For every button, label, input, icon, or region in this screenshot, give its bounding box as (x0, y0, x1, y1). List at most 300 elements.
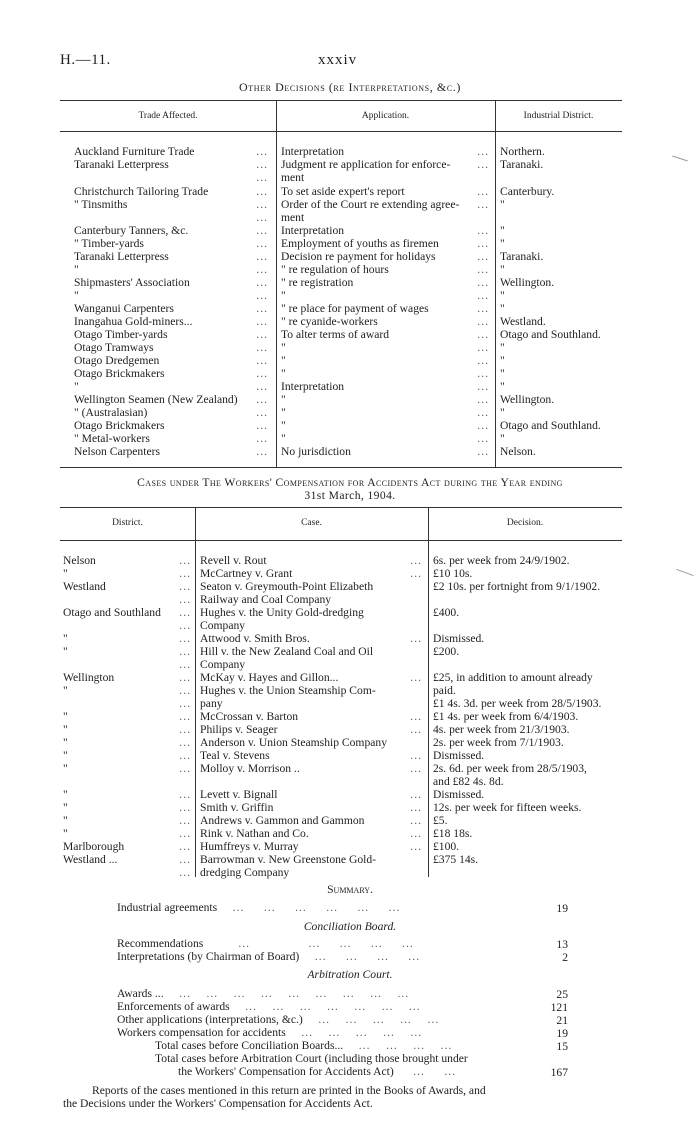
district-cell-text: Westland (63, 580, 106, 593)
application-cell-text: Interpretation (281, 380, 345, 393)
trade-cell (74, 315, 270, 328)
application-cell (281, 289, 491, 302)
case-cell (200, 567, 424, 580)
case-cell (200, 606, 424, 619)
trade-cell (74, 289, 270, 302)
trade-cell (74, 171, 270, 184)
decision-cell-text: £1 4s. per week from 6/4/1903. (433, 710, 579, 723)
district-cell-text: " (500, 198, 505, 211)
leader-dots: ... (179, 801, 191, 814)
application-cell (281, 171, 491, 184)
application-cell-text: Interpretation (281, 145, 345, 158)
district-cell-text: " (63, 736, 68, 749)
trade-cell-text: Otago Brickmakers (74, 367, 165, 380)
district-cell (500, 250, 622, 263)
trade-cell-text: Shipmasters' Association (74, 276, 190, 289)
district-cell (500, 419, 622, 432)
case-cell-text: Company (200, 658, 246, 671)
decision-cell-text: 2s. 6d. per week from 28/5/1903, (433, 762, 587, 775)
trade-cell-text: " Timber-yards (74, 237, 144, 250)
district-cell-text: Wellington. (500, 393, 555, 406)
district-cell (500, 367, 622, 380)
application-cell (281, 185, 491, 198)
district-cell (63, 840, 193, 853)
district-cell-text: Wellington (63, 671, 115, 684)
leader-dots: ... (477, 198, 489, 211)
case-cell (200, 801, 424, 814)
trade-cell (74, 393, 270, 406)
district-cell-text: " (500, 289, 505, 302)
application-cell-text: " (281, 406, 286, 419)
leader-dots: ... (256, 419, 268, 432)
summary-industrial-agreements-label: Industrial agreements ... ... ... ... ... ... (117, 901, 401, 914)
district-cell-text: " (63, 710, 68, 723)
leader-dots: ... (477, 328, 489, 341)
leader-dots: ... (477, 250, 489, 263)
district-cell (500, 315, 622, 328)
district-cell (63, 671, 193, 684)
decision-cell-text: Dismissed. (433, 749, 485, 762)
application-cell-text: " re regulation of hours (281, 263, 389, 276)
district-cell (63, 632, 193, 645)
decision-cell (433, 853, 623, 866)
decision-cell (433, 619, 623, 632)
district-cell-text: " (500, 367, 505, 380)
district-cell (500, 328, 622, 341)
district-cell-text: " (63, 632, 68, 645)
case-cell-text: Railway and Coal Company (200, 593, 332, 606)
leader-dots: ... (477, 406, 489, 419)
case-cell (200, 866, 424, 879)
district-cell (500, 406, 622, 419)
case-cell-text: Philips v. Seager (200, 723, 278, 736)
district-cell-text: " (500, 406, 505, 419)
leader-dots: ... (477, 419, 489, 432)
leader-dots: ... (410, 827, 422, 840)
application-cell (281, 393, 491, 406)
application-cell (281, 445, 491, 458)
case-cell (200, 788, 424, 801)
case-cell-text: pany (200, 697, 223, 710)
table1-header-trade: Trade Affected. (138, 111, 198, 121)
leader-dots: ... (179, 762, 191, 775)
district-cell-text: Westland ... (63, 853, 118, 866)
summary-interpretations-value: 2 (562, 951, 568, 964)
case-cell (200, 762, 424, 775)
table1-header-district: Industrial District. (523, 111, 594, 121)
leader-dots: ... (179, 697, 191, 710)
district-cell (500, 237, 622, 250)
district-cell-text: " (500, 380, 505, 393)
leader-dots: ... (410, 671, 422, 684)
district-cell (500, 185, 622, 198)
application-cell (281, 158, 491, 171)
leader-dots: ... (256, 237, 268, 250)
leader-dots: ... (477, 367, 489, 380)
application-cell (281, 341, 491, 354)
leader-dots: ... (256, 250, 268, 263)
leader-dots: ... (410, 762, 422, 775)
conciliation-board-heading: Conciliation Board. (303, 920, 397, 933)
district-cell-text: " (500, 302, 505, 315)
summary-total-conciliation-value: 15 (556, 1040, 568, 1053)
case-cell (200, 814, 424, 827)
decision-cell-text: Dismissed. (433, 788, 485, 801)
leader-dots: ... (179, 554, 191, 567)
district-cell (500, 432, 622, 445)
trade-cell (74, 302, 270, 315)
trade-cell-text: Auckland Furniture Trade (74, 145, 195, 158)
table1-header-application: Application. (361, 111, 410, 121)
leader-dots: ... (410, 710, 422, 723)
decision-cell (433, 762, 623, 775)
decision-cell (433, 710, 623, 723)
summary-awards-label: Awards ... ... ... ... ... ... ... ... ... ... (117, 987, 410, 1000)
application-cell (281, 237, 491, 250)
arbitration-court-heading: Arbitration Court. (307, 968, 393, 981)
district-cell-text: " (500, 432, 505, 445)
summary-awards-value: 25 (556, 988, 568, 1001)
district-cell-text: " (63, 684, 68, 697)
trade-cell-text: Nelson Carpenters (74, 445, 160, 458)
district-cell (500, 198, 622, 211)
trade-cell (74, 341, 270, 354)
district-cell (500, 289, 622, 302)
district-cell-text: Westland. (500, 315, 546, 328)
district-cell-text: " (500, 224, 505, 237)
district-cell (500, 354, 622, 367)
leader-dots: ... (410, 632, 422, 645)
district-cell (63, 710, 193, 723)
summary-interpretations-label: Interpretations (by Chairman of Board) ... ... ... ... (117, 950, 421, 963)
trade-cell (74, 250, 270, 263)
case-cell-text: Hughes v. the Union Steamship Com- (200, 684, 376, 697)
case-cell-text: McKay v. Hayes and Gillon... (200, 671, 339, 684)
leader-dots: ... (477, 302, 489, 315)
leader-dots: ... (477, 315, 489, 328)
district-cell (500, 211, 622, 224)
table2-header-case: Case. (301, 518, 322, 528)
table1-header-rule (60, 131, 622, 132)
decision-cell-text: £25, in addition to amount already (433, 671, 593, 684)
district-cell-text: " (500, 354, 505, 367)
leader-dots: ... (256, 185, 268, 198)
application-cell (281, 211, 491, 224)
summary-industrial-agreements-value: 19 (556, 902, 568, 915)
trade-cell (74, 237, 270, 250)
leader-dots: ... (477, 224, 489, 237)
trade-cell-text: Taranaki Letterpress (74, 250, 169, 263)
decision-cell-text: £2 10s. per fortnight from 9/1/1902. (433, 580, 601, 593)
trade-cell (74, 185, 270, 198)
leader-dots: ... (477, 237, 489, 250)
leader-dots: ... (410, 801, 422, 814)
leader-dots: ... (179, 749, 191, 762)
decision-cell (433, 580, 623, 593)
workers-comp-title-line1: Cases under The Workers' Compensation for Accidents Act during the Year ending (137, 476, 563, 489)
trade-cell-text: Otago Timber-yards (74, 328, 168, 341)
footer-note-line2: the Decisions under the Workers' Compensation for Accidents Act. (63, 1097, 373, 1110)
district-cell (500, 158, 622, 171)
district-cell-text: " (63, 827, 68, 840)
application-cell-text: " (281, 419, 286, 432)
trade-cell (74, 158, 270, 171)
leader-dots: ... (179, 684, 191, 697)
case-cell-text: Levett v. Bignall (200, 788, 278, 801)
decision-cell-text: £100. (433, 840, 460, 853)
summary-recommendations-value: 13 (556, 938, 568, 951)
leader-dots: ... (477, 445, 489, 458)
case-cell-text: Rink v. Nathan and Co. (200, 827, 309, 840)
application-cell-text: ment (281, 171, 305, 184)
trade-cell (74, 445, 270, 458)
leader-dots: ... (179, 593, 191, 606)
application-cell-text: " (281, 367, 286, 380)
district-cell (63, 723, 193, 736)
district-cell-text: " (63, 788, 68, 801)
leader-dots: ... (256, 393, 268, 406)
application-cell-text: " re cyanide-workers (281, 315, 378, 328)
leader-dots: ... (256, 289, 268, 302)
application-cell (281, 419, 491, 432)
leader-dots: ... (179, 567, 191, 580)
case-cell (200, 697, 424, 710)
decision-cell (433, 671, 623, 684)
decision-cell (433, 697, 623, 710)
trade-cell (74, 380, 270, 393)
trade-cell (74, 432, 270, 445)
trade-cell (74, 328, 270, 341)
leader-dots: ... (179, 866, 191, 879)
case-cell (200, 723, 424, 736)
leader-dots: ... (179, 606, 191, 619)
leader-dots: ... (256, 158, 268, 171)
application-cell (281, 302, 491, 315)
decision-cell (433, 840, 623, 853)
leader-dots: ... (256, 224, 268, 237)
trade-cell (74, 211, 270, 224)
district-cell (500, 380, 622, 393)
district-cell (63, 580, 193, 593)
leader-dots: ... (256, 263, 268, 276)
decision-cell (433, 606, 623, 619)
case-cell (200, 632, 424, 645)
leader-dots: ... (179, 632, 191, 645)
case-cell (200, 580, 424, 593)
district-cell (63, 827, 193, 840)
district-cell-text: Otago and Southland. (500, 419, 601, 432)
district-cell-text: " (63, 723, 68, 736)
decision-cell (433, 749, 623, 762)
decision-cell (433, 554, 623, 567)
case-cell (200, 710, 424, 723)
application-cell (281, 315, 491, 328)
decision-cell (433, 567, 623, 580)
leader-dots: ... (477, 432, 489, 445)
district-cell-text: " (63, 814, 68, 827)
leader-dots: ... (477, 185, 489, 198)
leader-dots: ... (179, 580, 191, 593)
decision-cell (433, 827, 623, 840)
trade-cell (74, 419, 270, 432)
leader-dots: ... (179, 723, 191, 736)
application-cell (281, 250, 491, 263)
margin-scan-mark (672, 156, 688, 162)
application-cell (281, 380, 491, 393)
district-cell-text: Canterbury. (500, 185, 555, 198)
case-cell-text: Teal v. Stevens (200, 749, 270, 762)
table2-header-rule (60, 540, 622, 541)
district-cell (500, 276, 622, 289)
district-cell (63, 736, 193, 749)
district-cell (63, 619, 193, 632)
workers-comp-title-line2: 31st March, 1904. (304, 489, 396, 502)
case-cell (200, 749, 424, 762)
application-cell (281, 198, 491, 211)
leader-dots: ... (477, 263, 489, 276)
district-cell (500, 302, 622, 315)
trade-cell-text: Wellington Seamen (New Zealand) (74, 393, 238, 406)
trade-cell (74, 198, 270, 211)
district-cell (63, 801, 193, 814)
case-cell (200, 736, 424, 749)
district-cell-text: Otago and Southland. (500, 328, 601, 341)
decision-cell-text: 12s. per week for fifteen weeks. (433, 801, 582, 814)
case-cell-text: Hughes v. the Unity Gold-dredging (200, 606, 364, 619)
decision-cell (433, 658, 623, 671)
trade-cell-text: Inangahua Gold-miners... (74, 315, 193, 328)
trade-cell-text: Christchurch Tailoring Trade (74, 185, 209, 198)
case-cell (200, 593, 424, 606)
district-cell (63, 567, 193, 580)
trade-cell-text: " Metal-workers (74, 432, 150, 445)
table1-col-divider-1 (276, 100, 277, 467)
leader-dots: ... (256, 432, 268, 445)
summary-total-arbitration-line2: the Workers' Compensation for Accidents Act) ... ... (178, 1065, 457, 1078)
summary-total-arbitration-line1: Total cases before Arbitration Court (including those brought under (155, 1052, 468, 1065)
summary-workers-comp-label: Workers compensation for accidents ... ... ... ... ... (117, 1026, 423, 1039)
summary-workers-comp-value: 19 (556, 1027, 568, 1040)
leader-dots: ... (477, 289, 489, 302)
application-cell-text: " re registration (281, 276, 354, 289)
district-cell (63, 775, 193, 788)
district-cell (63, 697, 193, 710)
leader-dots: ... (256, 276, 268, 289)
decision-cell (433, 723, 623, 736)
trade-cell (74, 224, 270, 237)
district-cell (500, 224, 622, 237)
leader-dots: ... (256, 302, 268, 315)
district-cell-text: Nelson (63, 554, 96, 567)
footer-note-line1: Reports of the cases mentioned in this return are printed in the Books of Awards, and (92, 1084, 486, 1097)
district-cell (63, 853, 193, 866)
application-cell-text: " (281, 432, 286, 445)
district-cell (500, 171, 622, 184)
leader-dots: ... (256, 367, 268, 380)
district-cell-text: Wellington. (500, 276, 555, 289)
district-cell (500, 445, 622, 458)
leader-dots: ... (256, 198, 268, 211)
leader-dots: ... (179, 853, 191, 866)
leader-dots: ... (179, 840, 191, 853)
application-cell-text: " (281, 354, 286, 367)
district-cell-text: Nelson. (500, 445, 536, 458)
leader-dots: ... (179, 814, 191, 827)
leader-dots: ... (477, 276, 489, 289)
decision-cell-text: £18 18s. (433, 827, 473, 840)
table1-col-divider-2 (495, 100, 496, 467)
other-decisions-title: Other Decisions (re Interpretations, &c.) (239, 80, 461, 94)
district-cell (63, 788, 193, 801)
decision-cell-text: £10 10s. (433, 567, 473, 580)
district-cell-text: Taranaki. (500, 250, 544, 263)
case-cell-text: Smith v. Griffin (200, 801, 274, 814)
trade-cell (74, 276, 270, 289)
summary-recommendations-label: Recommendations ... ... ... ... ... (117, 937, 414, 950)
case-cell (200, 554, 424, 567)
leader-dots: ... (410, 788, 422, 801)
summary-enforcements-label: Enforcements of awards ... ... ... ... ... ... ... (117, 1000, 421, 1013)
table2-top-rule (60, 507, 622, 508)
page-roman-numeral: xxxiv (318, 52, 358, 68)
trade-cell (74, 406, 270, 419)
decision-cell (433, 645, 623, 658)
district-cell (63, 866, 193, 879)
district-cell (63, 749, 193, 762)
case-cell (200, 645, 424, 658)
trade-cell-text: Canterbury Tanners, &c. (74, 224, 189, 237)
decision-cell (433, 788, 623, 801)
application-cell-text: Employment of youths as firemen (281, 237, 439, 250)
leader-dots: ... (477, 380, 489, 393)
case-cell (200, 658, 424, 671)
district-cell (63, 606, 193, 619)
leader-dots: ... (410, 567, 422, 580)
leader-dots: ... (256, 171, 268, 184)
application-cell-text: Judgment re application for enforce- (281, 158, 451, 171)
application-cell-text: " (281, 393, 286, 406)
district-cell (500, 341, 622, 354)
summary-enforcements-value: 121 (550, 1001, 568, 1014)
decision-cell-text: £1 4s. 3d. per week from 28/5/1903. (433, 697, 602, 710)
case-cell-text: Seaton v. Greymouth-Point Elizabeth (200, 580, 374, 593)
decision-cell (433, 593, 623, 606)
decision-cell (433, 632, 623, 645)
trade-cell-text: Otago Dredgemen (74, 354, 160, 367)
district-cell-text: Northern. (500, 145, 545, 158)
trade-cell (74, 367, 270, 380)
decision-cell (433, 775, 623, 788)
margin-scan-mark (676, 569, 693, 576)
table1-top-rule (60, 100, 622, 101)
trade-cell-text: Taranaki Letterpress (74, 158, 169, 171)
leader-dots: ... (179, 827, 191, 840)
trade-cell (74, 354, 270, 367)
district-cell (63, 554, 193, 567)
leader-dots: ... (256, 328, 268, 341)
district-cell-text: " (500, 263, 505, 276)
trade-cell-text: Otago Brickmakers (74, 419, 165, 432)
application-cell (281, 276, 491, 289)
district-cell (63, 645, 193, 658)
district-cell-text: " (63, 762, 68, 775)
trade-cell-text: Otago Tramways (74, 341, 154, 354)
district-cell (63, 684, 193, 697)
district-cell (500, 263, 622, 276)
decision-cell (433, 801, 623, 814)
leader-dots: ... (410, 554, 422, 567)
application-cell (281, 328, 491, 341)
